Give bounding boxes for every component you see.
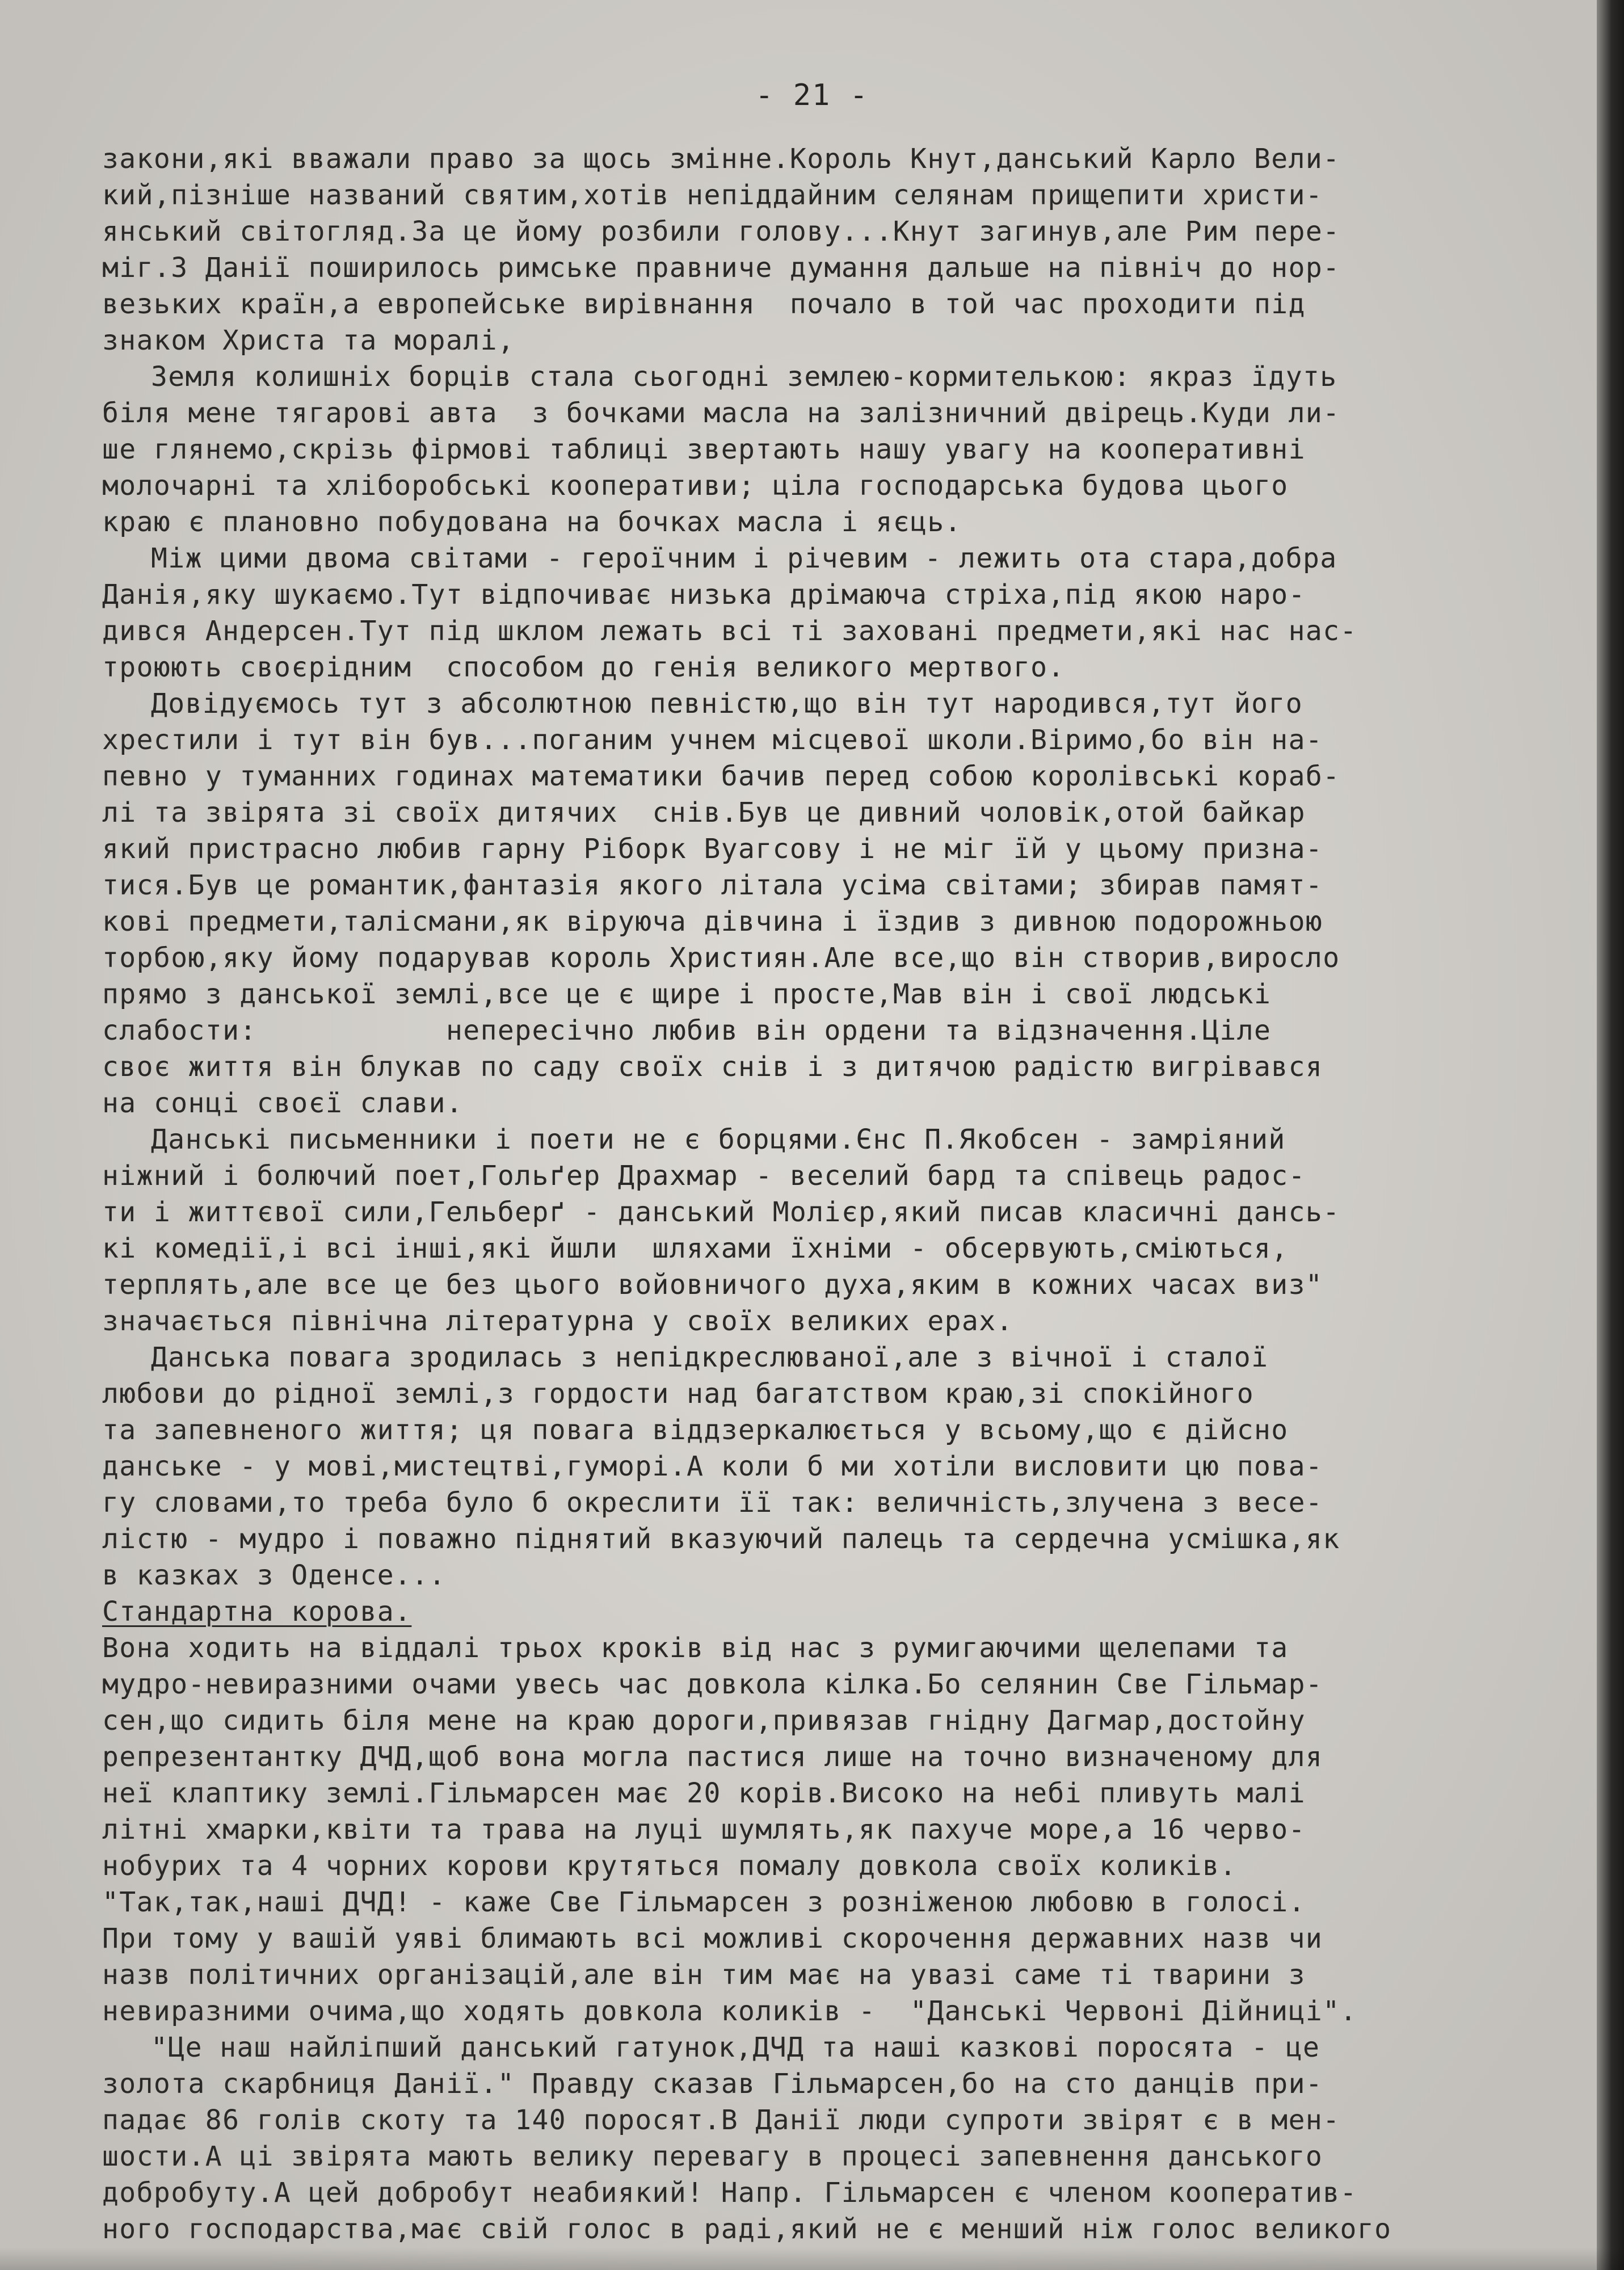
text-line: на сонці своєї слави. [102,1087,464,1119]
paragraph-land [102,359,1594,540]
text-line: кий,пізніше названий святим,хотів непіддайним селянам прищепити христи- [102,179,1323,211]
paragraph-treasury [102,2029,1594,2247]
text-line: Данія,яку шукаємо.Тут відпочиває низька дрімаюча стріха,під якою наро- [102,579,1306,611]
text-line: везьких країн,а европейське вирівнання почало в той час проходити під [102,288,1306,320]
section-heading-wrapper [102,1594,1594,1630]
paragraph-cow [102,1630,1594,2029]
section-heading: Стандартна корова. [102,1596,412,1628]
text-line: значається північна літературна у своїх великих ерах. [102,1305,1013,1337]
paragraph-student [102,686,1594,1121]
text-line: "Це наш найліпший данський гатунок,ДЧД та наші казкові поросята - це [151,2032,1320,2063]
text-line: та запевненого життя; ця повага віддзеркалюється у всьому,що є дійсно [102,1414,1289,1446]
text-line: прямо з данської землі,все це є щире і просте,Мав він і свої людські [102,978,1272,1010]
text-line: Данські письменники і поети не є борцями.Єнс П.Якобсен - замріяний [151,1124,1286,1155]
text-line: ного господарства,має свій голос в раді,який не є менший ніж голос великого [102,2213,1392,2245]
text-line: молочарні та хліборобські кооперативи; ціла господарська будова цього [102,470,1289,502]
text-line: ше глянемо,скрізь фірмові таблиці звертають нашу увагу на кооперативні [102,434,1306,465]
text-line: торбою,яку йому подарував король Християн.Але все,що він створив,виросло [102,942,1340,974]
text-line: лі та звірята зі своїх дитячих снів.Був це дивний чоловік,отой байкар [102,797,1306,829]
text-line: в казках з Оденсе... [102,1559,446,1591]
text-line: літні хмарки,квіти та трава на луці шумлять,як пахуче море,а 16 черво- [102,1814,1306,1846]
text-line: невиразними очима,що ходять довкола коликів - "Данські Червоні Дійниці". [102,1995,1357,2027]
text-line: данське - у мові,мистецтві,гуморі.А коли б ми хотіли висловити цю пова- [102,1451,1323,1482]
paragraph-writers [102,1121,1594,1339]
text-line: любови до рідної землі,з гордости над багатством краю,зі спокійного [102,1378,1254,1410]
typewritten-text-body [102,141,1594,2247]
text-line: Довідуємось тут з абсолютною певністю,що він тут народився,тут його [151,688,1303,720]
page-bottom-edge-shadow [0,2247,1624,2270]
text-line: нобурих та 4 чорних корови крутяться помалу довкола своїх коликів. [102,1850,1237,1882]
text-line: падає 86 голів скоту та 140 поросят.В Данії люди супроти звірят є в мен- [102,2104,1340,2136]
text-line: Земля колишніх борців стала сьогодні землею-кормителькою: якраз їдуть [151,361,1337,393]
text-line: кі комедії,і всі інші,які йшли шляхами їхніми - обсервують,сміються, [102,1233,1289,1264]
text-line: дився Андерсен.Тут під шклом лежать всі ті заховані предмети,які нас нас- [102,615,1357,647]
page-number: - 21 - [755,78,869,112]
text-line: Між цими двома світами - героїчним і річевим - лежить ота стара,добра [151,543,1337,574]
text-line: хрестили і тут він був...поганим учнем місцевої школи.Віримо,бо він на- [102,724,1323,756]
text-line: янський світогляд.За це йому розбили голову...Кнут загинув,але Рим пере- [102,216,1340,247]
text-line: шости.А ці звірята мають велику перевагу в процесі запевнення данського [102,2141,1323,2172]
text-line: назв політичних організацій,але він тим має на увазі саме ті тварини з [102,1959,1306,1991]
page-right-edge-shadow [1597,0,1624,2270]
text-line: При тому у вашій уяві блимають всі можливі скорочення державних назв чи [102,1923,1323,1954]
text-line: репрезентантку ДЧД,щоб вона могла пастися лише на точно визначеному для [102,1741,1323,1773]
text-line: міг.З Данії поширилось римське правниче думання дальше на північ до нор- [102,252,1340,284]
paragraph-andersen [102,540,1594,686]
paragraph-respect [102,1339,1594,1594]
text-line: своє життя він блукав по саду своїх снів і з дитячою радістю вигрівався [102,1051,1323,1083]
text-line: знаком Христа та моралі, [102,325,515,356]
text-line: троюють своєрідним способом до генія великого мертвого. [102,651,1065,683]
text-line: слабости: непересічно любив він ордени та відзначення.Ціле [102,1015,1272,1046]
text-line: лістю - мудро і поважно піднятий вказуючий палець та сердечна усмішка,як [102,1523,1340,1555]
text-line: ти і життєвої сили,Гельберґ - данський Молієр,який писав класичні дансь- [102,1196,1340,1228]
text-line: добробуту.А цей добробут неабиякий! Напр. Гільмарсен є членом кооператив- [102,2177,1357,2209]
text-line: краю є плановно побудована на бочках масла і яєць. [102,506,962,538]
text-line: Данська повага зродилась з непідкреслюваної,але з вічної і сталої [151,1342,1269,1373]
text-line: певно у туманних годинах математики бачив перед собою королівські кораб- [102,760,1340,792]
text-line: ніжний і болючий поет,Гольґер Драхмар - веселий бард та співець радос- [102,1160,1306,1192]
text-line: тися.Був це романтик,фантазія якого літала усіма світами; збирав памят- [102,869,1323,901]
text-line: закони,які вважали право за щось змінне.Король Кнут,данський Карло Вели- [102,143,1340,175]
text-line: біля мене тягарові авта з бочками масла на залізничний двірець.Куди ли- [102,397,1340,429]
text-line: який пристрасно любив гарну Ріборк Вуагсову і не міг їй у цьому призна- [102,833,1323,865]
text-line: Вона ходить на віддалі трьох кроків від нас з румигаючими щелепами та [102,1632,1289,1664]
text-line: терплять,але все це без цього войовничого духа,яким в кожних часах виз" [102,1269,1323,1301]
text-line: кові предмети,талісмани,як віруюча дівчина і їздив з дивною подорожньою [102,906,1323,938]
paragraph-knut [102,141,1594,359]
text-line: золота скарбниця Данії." Правду сказав Гільмарсен,бо на сто данців при- [102,2068,1323,2100]
text-line: сен,що сидить біля мене на краю дороги,привязав гнідну Дагмар,достойну [102,1705,1306,1737]
text-line: гу словами,то треба було б окреслити її так: величність,злучена з весе- [102,1487,1323,1519]
text-line: неї клаптику землі.Гільмарсен має 20 корів.Високо на небі пливуть малі [102,1777,1306,1809]
text-line: мудро-невиразними очами увесь час довкола кілка.Бо селянин Све Гільмар- [102,1668,1323,1700]
text-line: "Так,так,наші ДЧД! - каже Све Гільмарсен з розніженою любовю в голосі. [102,1886,1306,1918]
